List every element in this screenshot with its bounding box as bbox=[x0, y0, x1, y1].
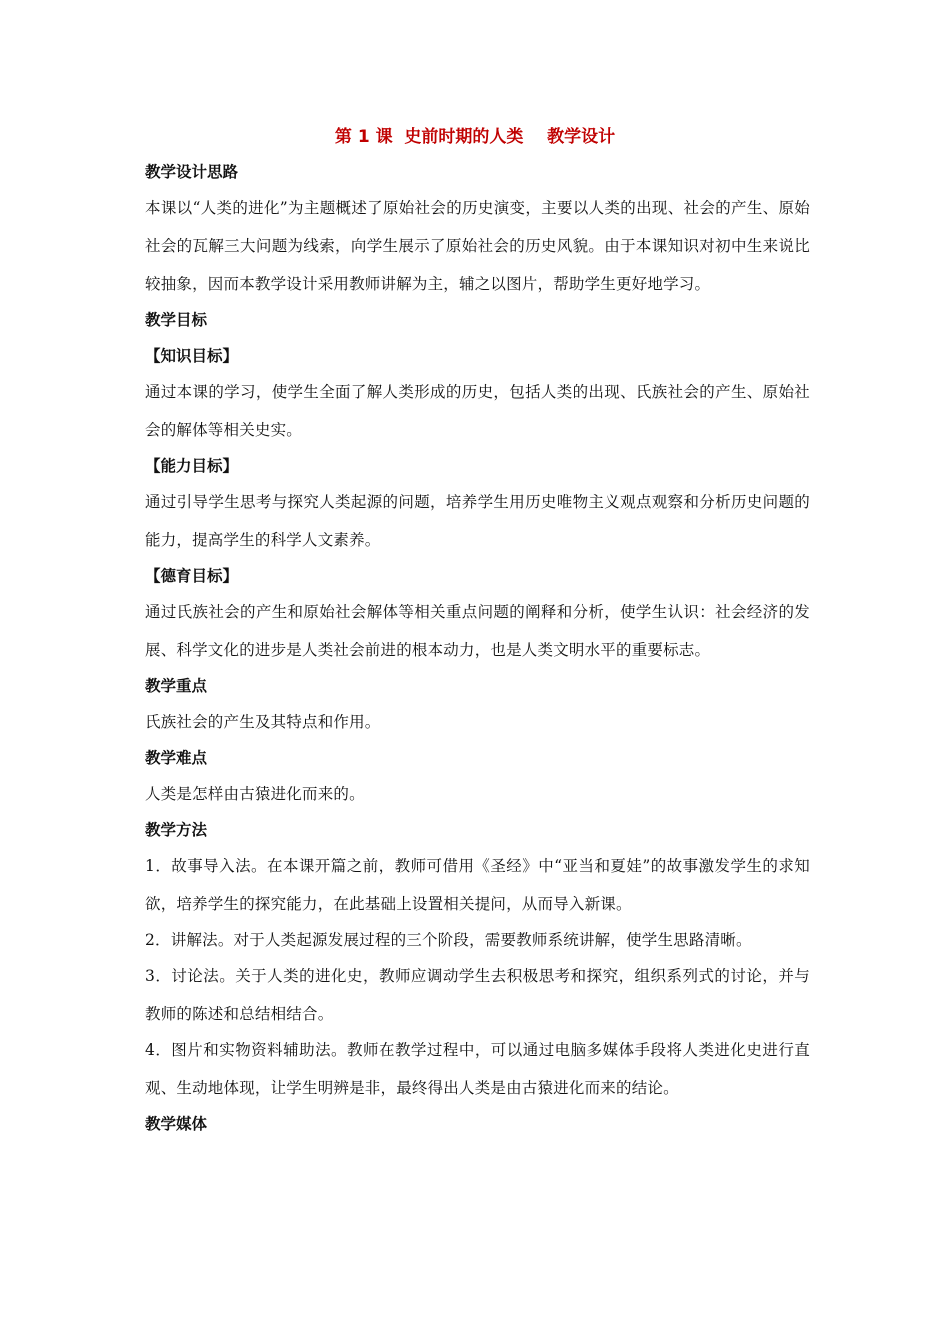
subheading-ability-goal: 【能力目标】 bbox=[145, 457, 239, 475]
difficulty-paragraph: 人类是怎样由古猿进化而来的。 bbox=[145, 785, 365, 803]
section-heading-goals: 教学目标 bbox=[145, 311, 208, 329]
section-heading-difficulty: 教学难点 bbox=[145, 749, 208, 767]
section-heading-methods: 教学方法 bbox=[145, 821, 208, 839]
subheading-moral-goal: 【德育目标】 bbox=[145, 567, 239, 585]
section-heading-media: 教学媒体 bbox=[145, 1115, 208, 1133]
section-heading-design-idea: 教学设计思路 bbox=[145, 163, 239, 181]
method-list-item: 1．故事导入法。在本课开篇之前，教师可借用《圣经》中“亚当和夏娃”的故事激发学生的求知欲，培养学生的探究能力，在此基础上设置相关提问，从而导入新课。 bbox=[145, 857, 810, 913]
document-title: 第 1 课 史前时期的人类 教学设计 bbox=[334, 127, 616, 147]
design-idea-paragraph: 本课以“人类的进化”为主题概述了原始社会的历史演变，主要以人类的出现、社会的产生、原始社会的瓦解三大问题为线索，向学生展示了原始社会的历史风貌。由于本课知识对初中生来说比较抽象，因而本教学设计采用教师讲解为主，辅之以图片，帮助学生更好地学习。 bbox=[145, 199, 810, 293]
ability-goal-paragraph: 通过引导学生思考与探究人类起源的问题，培养学生用历史唯物主义观点观察和分析历史问题的能力，提高学生的科学人文素养。 bbox=[145, 493, 810, 549]
document-body bbox=[145, 160, 810, 1148]
section-heading-key-point: 教学重点 bbox=[145, 677, 208, 695]
method-list-item: 2．讲解法。对于人类起源发展过程的三个阶段，需要教师系统讲解，使学生思路清晰。 bbox=[145, 931, 752, 949]
knowledge-goal-paragraph: 通过本课的学习，使学生全面了解人类形成的历史，包括人类的出现、氏族社会的产生、原始社会的解体等相关史实。 bbox=[145, 383, 810, 439]
method-list-item: 4．图片和实物资料辅助法。教师在教学过程中，可以通过电脑多媒体手段将人类进化史进行直观、生动地体现，让学生明辨是非，最终得出人类是由古猿进化而来的结论。 bbox=[145, 1041, 810, 1097]
method-list-item: 3．讨论法。关于人类的进化史，教师应调动学生去积极思考和探究，组织系列式的讨论，并与教师的陈述和总结相结合。 bbox=[145, 967, 810, 1023]
key-point-paragraph: 氏族社会的产生及其特点和作用。 bbox=[145, 713, 381, 731]
moral-goal-paragraph: 通过氏族社会的产生和原始社会解体等相关重点问题的阐释和分析，使学生认识：社会经济的发展、科学文化的进步是人类社会前进的根本动力，也是人类文明水平的重要标志。 bbox=[145, 603, 810, 659]
subheading-knowledge-goal: 【知识目标】 bbox=[145, 347, 239, 365]
